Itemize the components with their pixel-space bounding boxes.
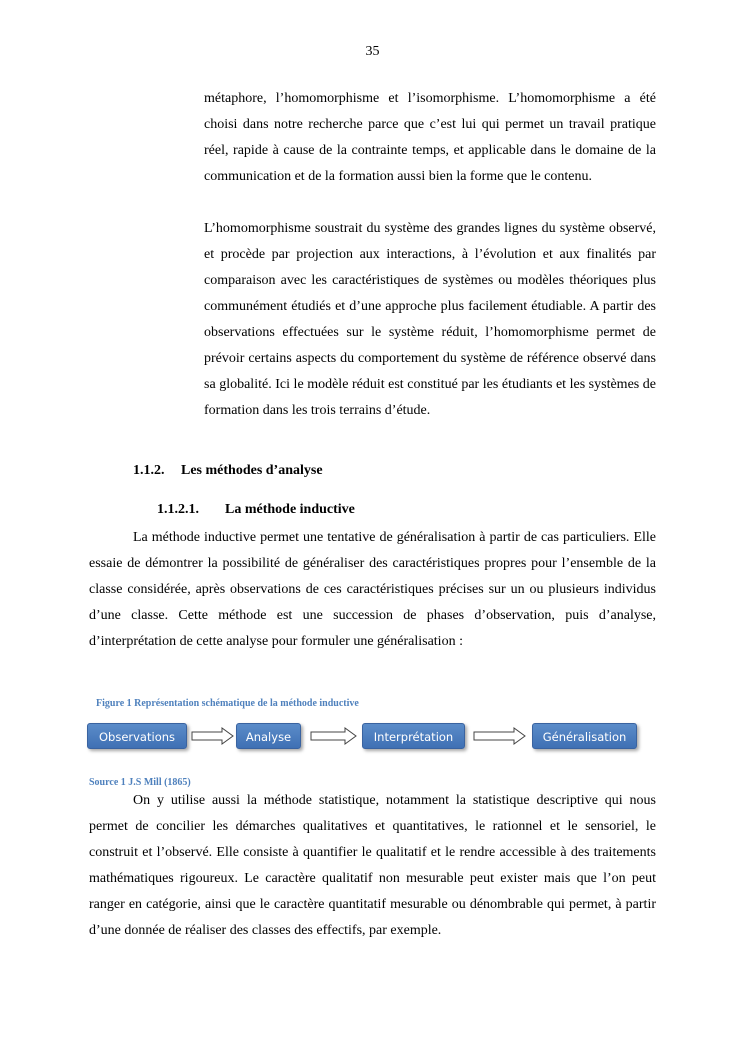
page-number: 35 [365,44,380,59]
paragraph-methode-statistique: On y utilise aussi la méthode statistique, notamment la statistique descriptive qui nous permet de concilier les démarches qualitatives et quantitatives, le rationnel et le sensoriel, le construit et l’observé. Elle consiste à quantifier le qualitatif et le rendre accessible à des traitements mathématiques rigoureux. Le caractère qualitatif non mesurable peut exister mais que l’on peut ranger en catégorie, ainsi que le caractère quantitatif mesurable ou dénombrable qui permet, à partir d’une donnée de réaliser des classes des effectifs, par exemple. [89,793,656,938]
step-generalisation: Généralisation [532,723,637,749]
section-title: Les méthodes d’analyse [181,463,323,478]
step-interpretation: Interprétation [362,723,465,749]
arrow-right-icon [310,726,358,746]
step-analyse: Analyse [236,723,301,749]
subsection-heading-methode-inductive [157,500,355,520]
section-number: 1.1.2. [133,463,165,478]
paragraph-homomorphisme-definition: L’homomorphisme soustrait du système des grandes lignes du système observé, et procède par projection aux interactions, à l’évolution et aux finalités par comparaison avec les caractéristiques de systèmes ou modèles théoriques plus communément étudiés et d’une approche plus facilement étudiable. A partir des observations effectuées sur le système réduit, l’homomorphisme permet de prévoir certains aspects du comportement du système de référence observé dans sa globalité. Ici le modèle réduit est constitué par les étudiants et les systèmes de formation dans les trois terrains d’étude. [204,221,656,418]
arrow-right-icon [473,726,527,746]
subsection-title: La méthode inductive [225,502,355,517]
section-heading-methodes-analyse [133,461,323,481]
paragraph-methode-inductive: La méthode inductive permet une tentative de généralisation à partir de cas particuliers. Elle essaie de démontrer la possibilité de généraliser des caractéristiques propres pour l’ensemble de la classe considérée, après observations de ces caractéristiques précises sur un ou plusieurs individus d’une classe. Cette méthode est une succession de phases d’observation, puis d’analyse, d’interprétation de cette analyse pour formuler une généralisation : [89,530,656,649]
subsection-number: 1.1.2.1. [157,502,199,517]
inductive-method-diagram [84,719,644,755]
figure-caption: Figure 1 Représentation schématique de la méthode inductive [96,698,359,709]
arrow-right-icon [191,726,235,746]
figure-source: Source 1 J.S Mill (1865) [89,777,191,788]
step-observations: Observations [87,723,187,749]
paragraph-homomorphisme-intro: métaphore, l’homomorphisme et l’isomorphisme. L’homomorphisme a été choisi dans notre recherche parce que c’est lui qui permet un travail pratique réel, rapide à cause de la contrainte temps, et applicable dans le domaine de la communication et de la formation aussi bien la forme que le contenu. [204,91,656,184]
